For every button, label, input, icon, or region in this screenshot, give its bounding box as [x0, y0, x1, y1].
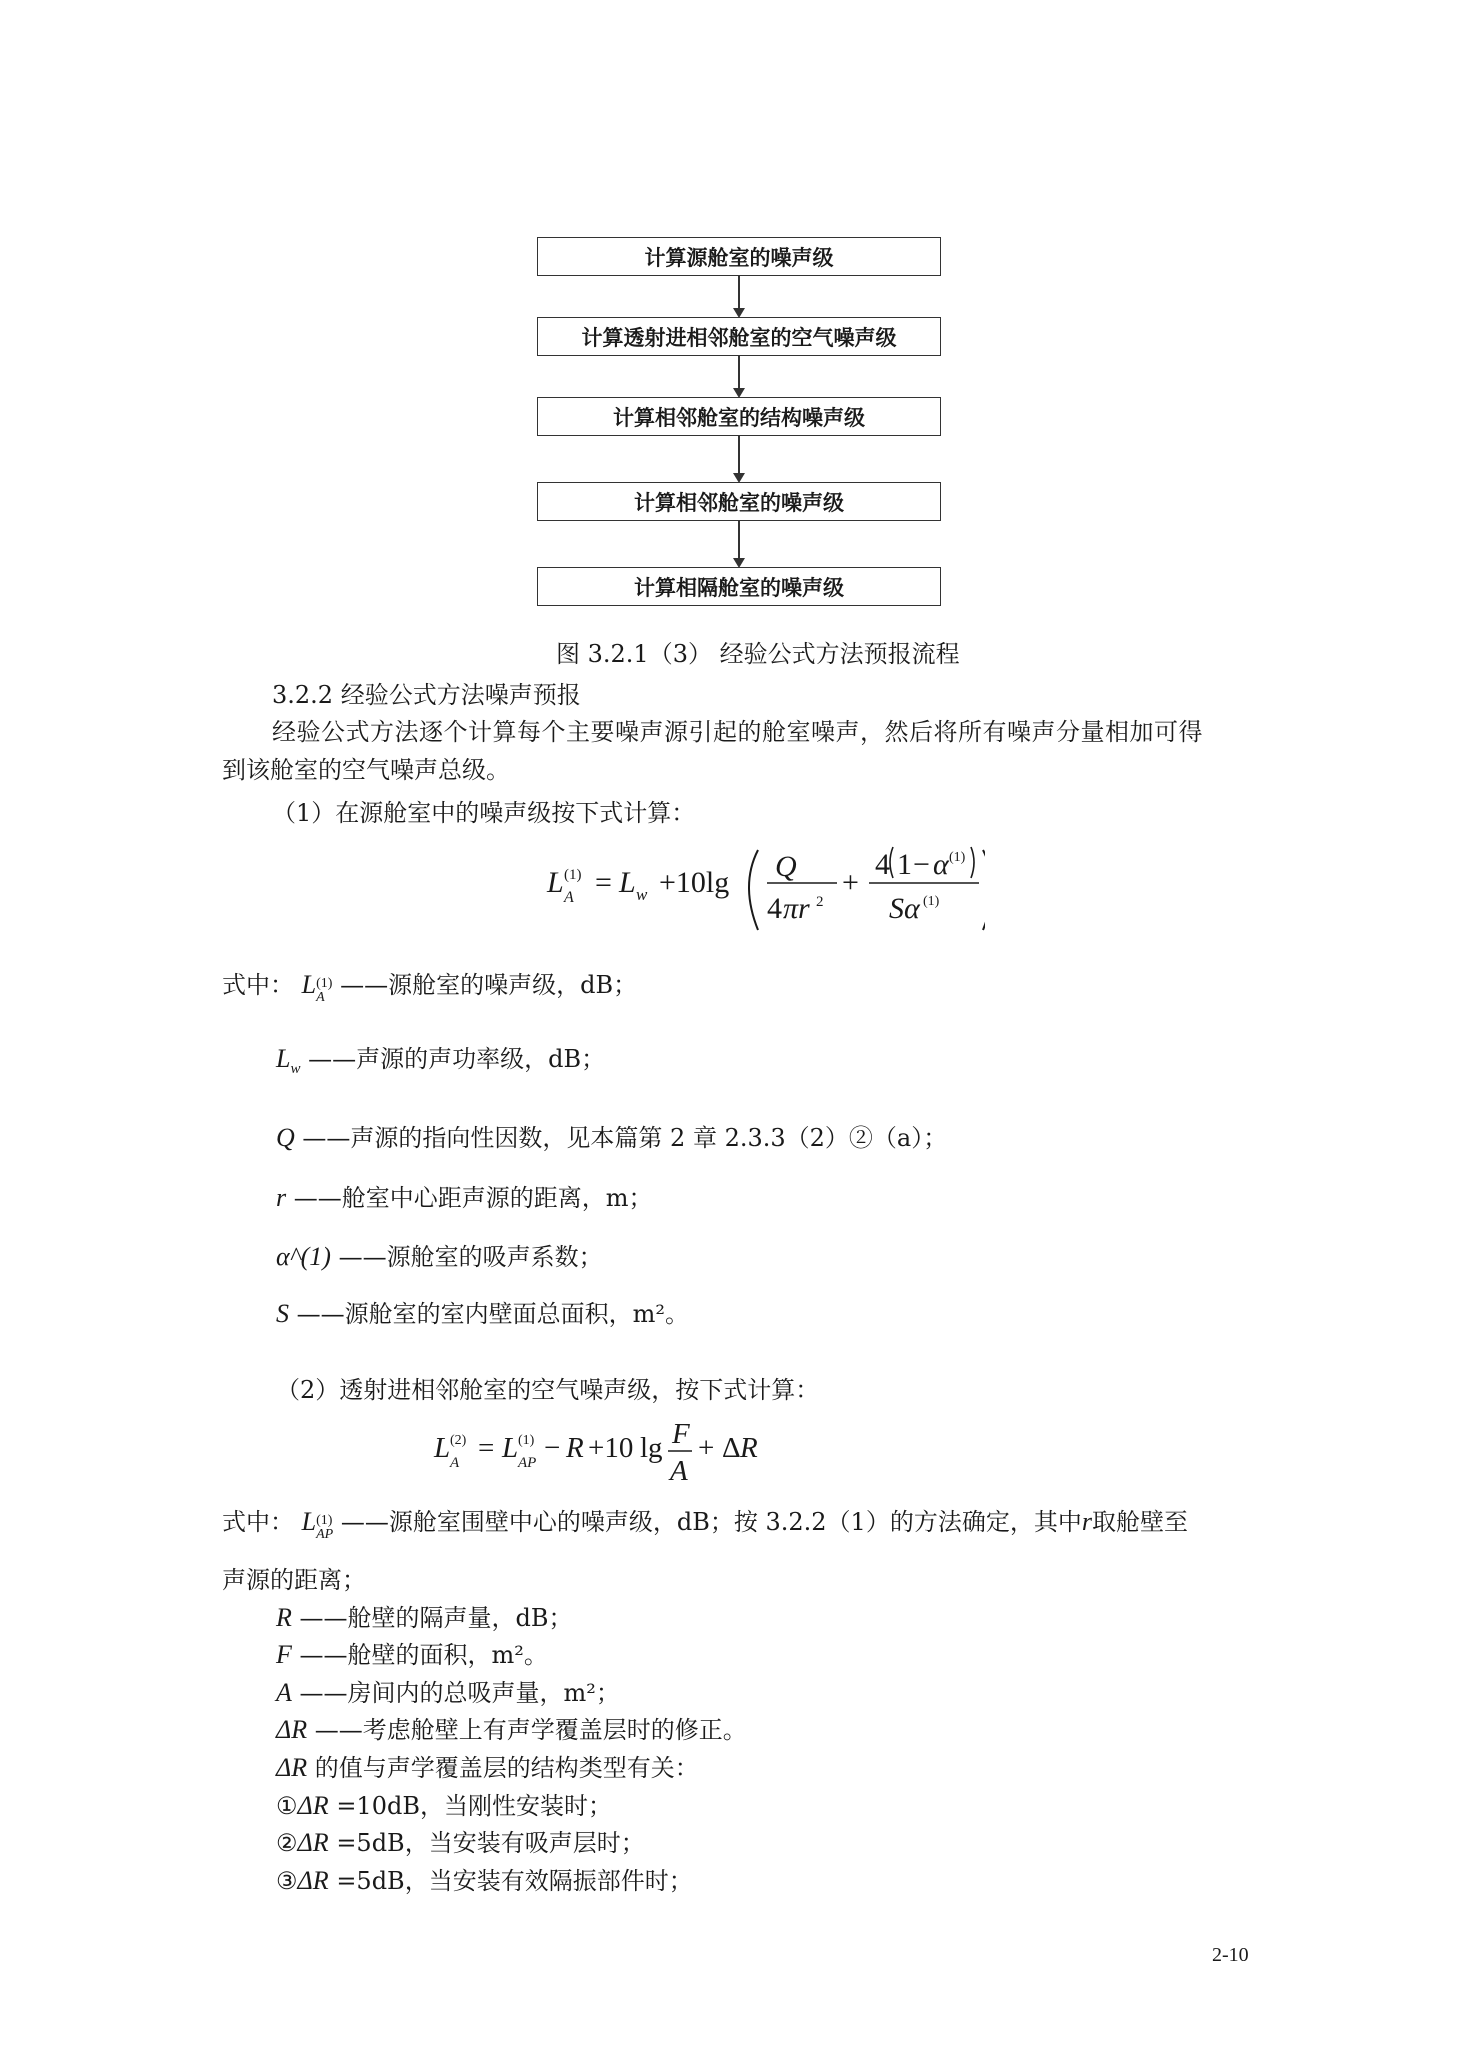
svg-text:AP: AP: [518, 1455, 537, 1471]
def-row: [276, 1123, 947, 1153]
symbol-deltaR: ΔR: [297, 1828, 329, 1857]
flow-step-3: 计算相邻舱室的结构噪声级: [537, 397, 941, 436]
intro-paragraph-line: 到该舱室的空气噪声总级。: [222, 756, 510, 784]
def-A-text: ——房间内的总吸声量，m²；: [299, 1679, 620, 1707]
symbol-A: A: [276, 1678, 292, 1707]
svg-text:Sα: Sα: [889, 892, 920, 925]
symbol-r-inline: r: [1081, 1507, 1092, 1536]
symbol-LA1-render: L (1) A: [301, 970, 333, 1005]
def-row: [276, 1299, 689, 1329]
figure-caption: 图 3.2.1（3） 经验公式方法预报流程: [556, 640, 960, 668]
case-number: ③: [276, 1867, 298, 1895]
symbol-R: R: [276, 1603, 292, 1632]
def-F-text: ——舱壁的面积，m²。: [299, 1641, 548, 1669]
def-row: [222, 1507, 1188, 1542]
svg-text:Δ: Δ: [722, 1432, 741, 1464]
svg-text:Q: Q: [775, 850, 797, 883]
symbol-alpha1: α^(1): [276, 1242, 331, 1271]
symbol-deltaR: ΔR: [297, 1791, 329, 1820]
svg-text:+10lg: +10lg: [659, 866, 730, 899]
svg-text:lg: lg: [640, 1432, 663, 1464]
where-label-text: 式中：: [222, 1508, 294, 1536]
def-LAP1-text: ——源舱室围壁中心的噪声级，dB；按 3.2.2（1）的方法确定，其中: [340, 1508, 1082, 1536]
flow-arrow: [738, 276, 740, 316]
def-Lw-text: ——声源的声功率级，dB；: [308, 1045, 606, 1073]
def-LA1-text: ——源舱室的噪声级，dB；: [340, 971, 638, 999]
svg-text:F: F: [672, 1418, 690, 1450]
svg-text:A: A: [670, 1455, 688, 1487]
symbol-Q: Q: [276, 1123, 295, 1152]
def-continuation: 声源的距离；: [222, 1566, 366, 1594]
svg-text:−: −: [913, 848, 930, 881]
symbol-F: F: [276, 1640, 292, 1669]
def-alpha1-text: ——源舱室的吸声系数；: [338, 1243, 603, 1271]
flow-arrow: [738, 436, 740, 481]
case-text: =5dB，当安装有吸声层时；: [336, 1829, 645, 1857]
flow-step-4: 计算相邻舱室的噪声级: [537, 482, 941, 521]
def-S-text: ——源舱室的室内壁面总面积，m²。: [296, 1300, 690, 1328]
svg-text:+: +: [698, 1432, 715, 1464]
flow-step-2: 计算透射进相邻舱室的空气噪声级: [537, 317, 941, 356]
svg-text:(1): (1): [923, 894, 940, 909]
def-deltaR-text: ——考虑舱壁上有声学覆盖层时的修正。: [314, 1716, 747, 1744]
svg-text:1: 1: [897, 848, 912, 881]
svg-text:L: L: [502, 1432, 519, 1464]
svg-text:L: L: [619, 866, 636, 899]
formula-1: [535, 830, 985, 940]
svg-text:(2): (2): [450, 1433, 467, 1448]
svg-text:+10: +10: [588, 1432, 634, 1464]
section-heading: 3.2.2 经验公式方法噪声预报: [272, 681, 581, 709]
intro-paragraph-line: 经验公式方法逐个计算每个主要噪声源引起的舱室噪声，然后将所有噪声分量相加可得: [272, 718, 1203, 746]
case-number: ②: [276, 1829, 298, 1857]
svg-text:2: 2: [816, 894, 824, 910]
part2-title: （2）透射进相邻舱室的空气噪声级，按下式计算：: [276, 1376, 820, 1404]
page-number: 2-10: [1212, 1944, 1249, 1966]
def-r-text: ——舱室中心距声源的距离，m；: [293, 1184, 653, 1212]
where-label-text: 式中：: [222, 971, 294, 999]
def-row: [276, 1678, 620, 1708]
case-row: [276, 1866, 693, 1896]
case-number: ①: [276, 1792, 298, 1820]
symbol-deltaR: ΔR: [276, 1753, 308, 1782]
flow-arrow: [738, 521, 740, 566]
deltaR-intro: [276, 1753, 699, 1783]
def-row: [276, 1183, 653, 1213]
case-row: [276, 1791, 612, 1821]
svg-text:(1): (1): [518, 1433, 535, 1448]
svg-text:R: R: [740, 1432, 758, 1464]
symbol-deltaR: ΔR: [297, 1866, 329, 1895]
svg-text:4: 4: [875, 848, 890, 881]
svg-text:πr: πr: [783, 892, 810, 925]
deltaR-intro-text: 的值与声学覆盖层的结构类型有关：: [314, 1754, 699, 1782]
def-row: [276, 1603, 573, 1633]
svg-text:A: A: [450, 1455, 460, 1471]
def-row: [276, 1640, 548, 1670]
symbol-deltaR: ΔR: [276, 1715, 308, 1744]
svg-text:w: w: [636, 885, 648, 904]
def-row: [276, 1044, 605, 1084]
svg-text:R: R: [566, 1432, 584, 1464]
where-label: [222, 970, 637, 1005]
def-row: [276, 1715, 747, 1745]
svg-text:(1): (1): [564, 867, 582, 883]
svg-text:L: L: [434, 1432, 451, 1464]
symbol-LAP1: L (1) AP: [301, 1507, 334, 1542]
svg-text:=: =: [595, 866, 612, 899]
symbol-Lw: $L_w$: [276, 1044, 301, 1077]
symbol-r: r: [276, 1183, 287, 1212]
svg-text:L: L: [547, 866, 564, 899]
svg-text:A: A: [564, 889, 574, 906]
part1-title: （1）在源舱室中的噪声级按下式计算：: [272, 799, 696, 827]
case-row: [276, 1828, 645, 1858]
case-text: =5dB，当安装有效隔振部件时；: [336, 1867, 693, 1895]
svg-text:α: α: [933, 848, 949, 881]
def-Q-text: ——声源的指向性因数，见本篇第 2 章 2.3.3（2）②（a）；: [302, 1124, 948, 1152]
svg-text:=: =: [478, 1432, 495, 1464]
def-row: [276, 1242, 603, 1272]
flow-step-1: 计算源舱室的噪声级: [537, 237, 941, 276]
svg-text:−: −: [544, 1432, 561, 1464]
formula-2: [428, 1410, 788, 1490]
svg-text:+: +: [842, 866, 859, 899]
flow-arrow: [738, 356, 740, 396]
def-LAP1-tail: 取舱壁至: [1091, 1508, 1188, 1536]
flow-step-5: 计算相隔舱室的噪声级: [537, 567, 941, 606]
symbol-S: S: [276, 1299, 289, 1328]
case-text: =10dB，当刚性安装时；: [336, 1792, 612, 1820]
def-R-text: ——舱壁的隔声量，dB；: [299, 1604, 573, 1632]
svg-text:4: 4: [767, 892, 782, 925]
svg-text:(1): (1): [949, 850, 966, 865]
